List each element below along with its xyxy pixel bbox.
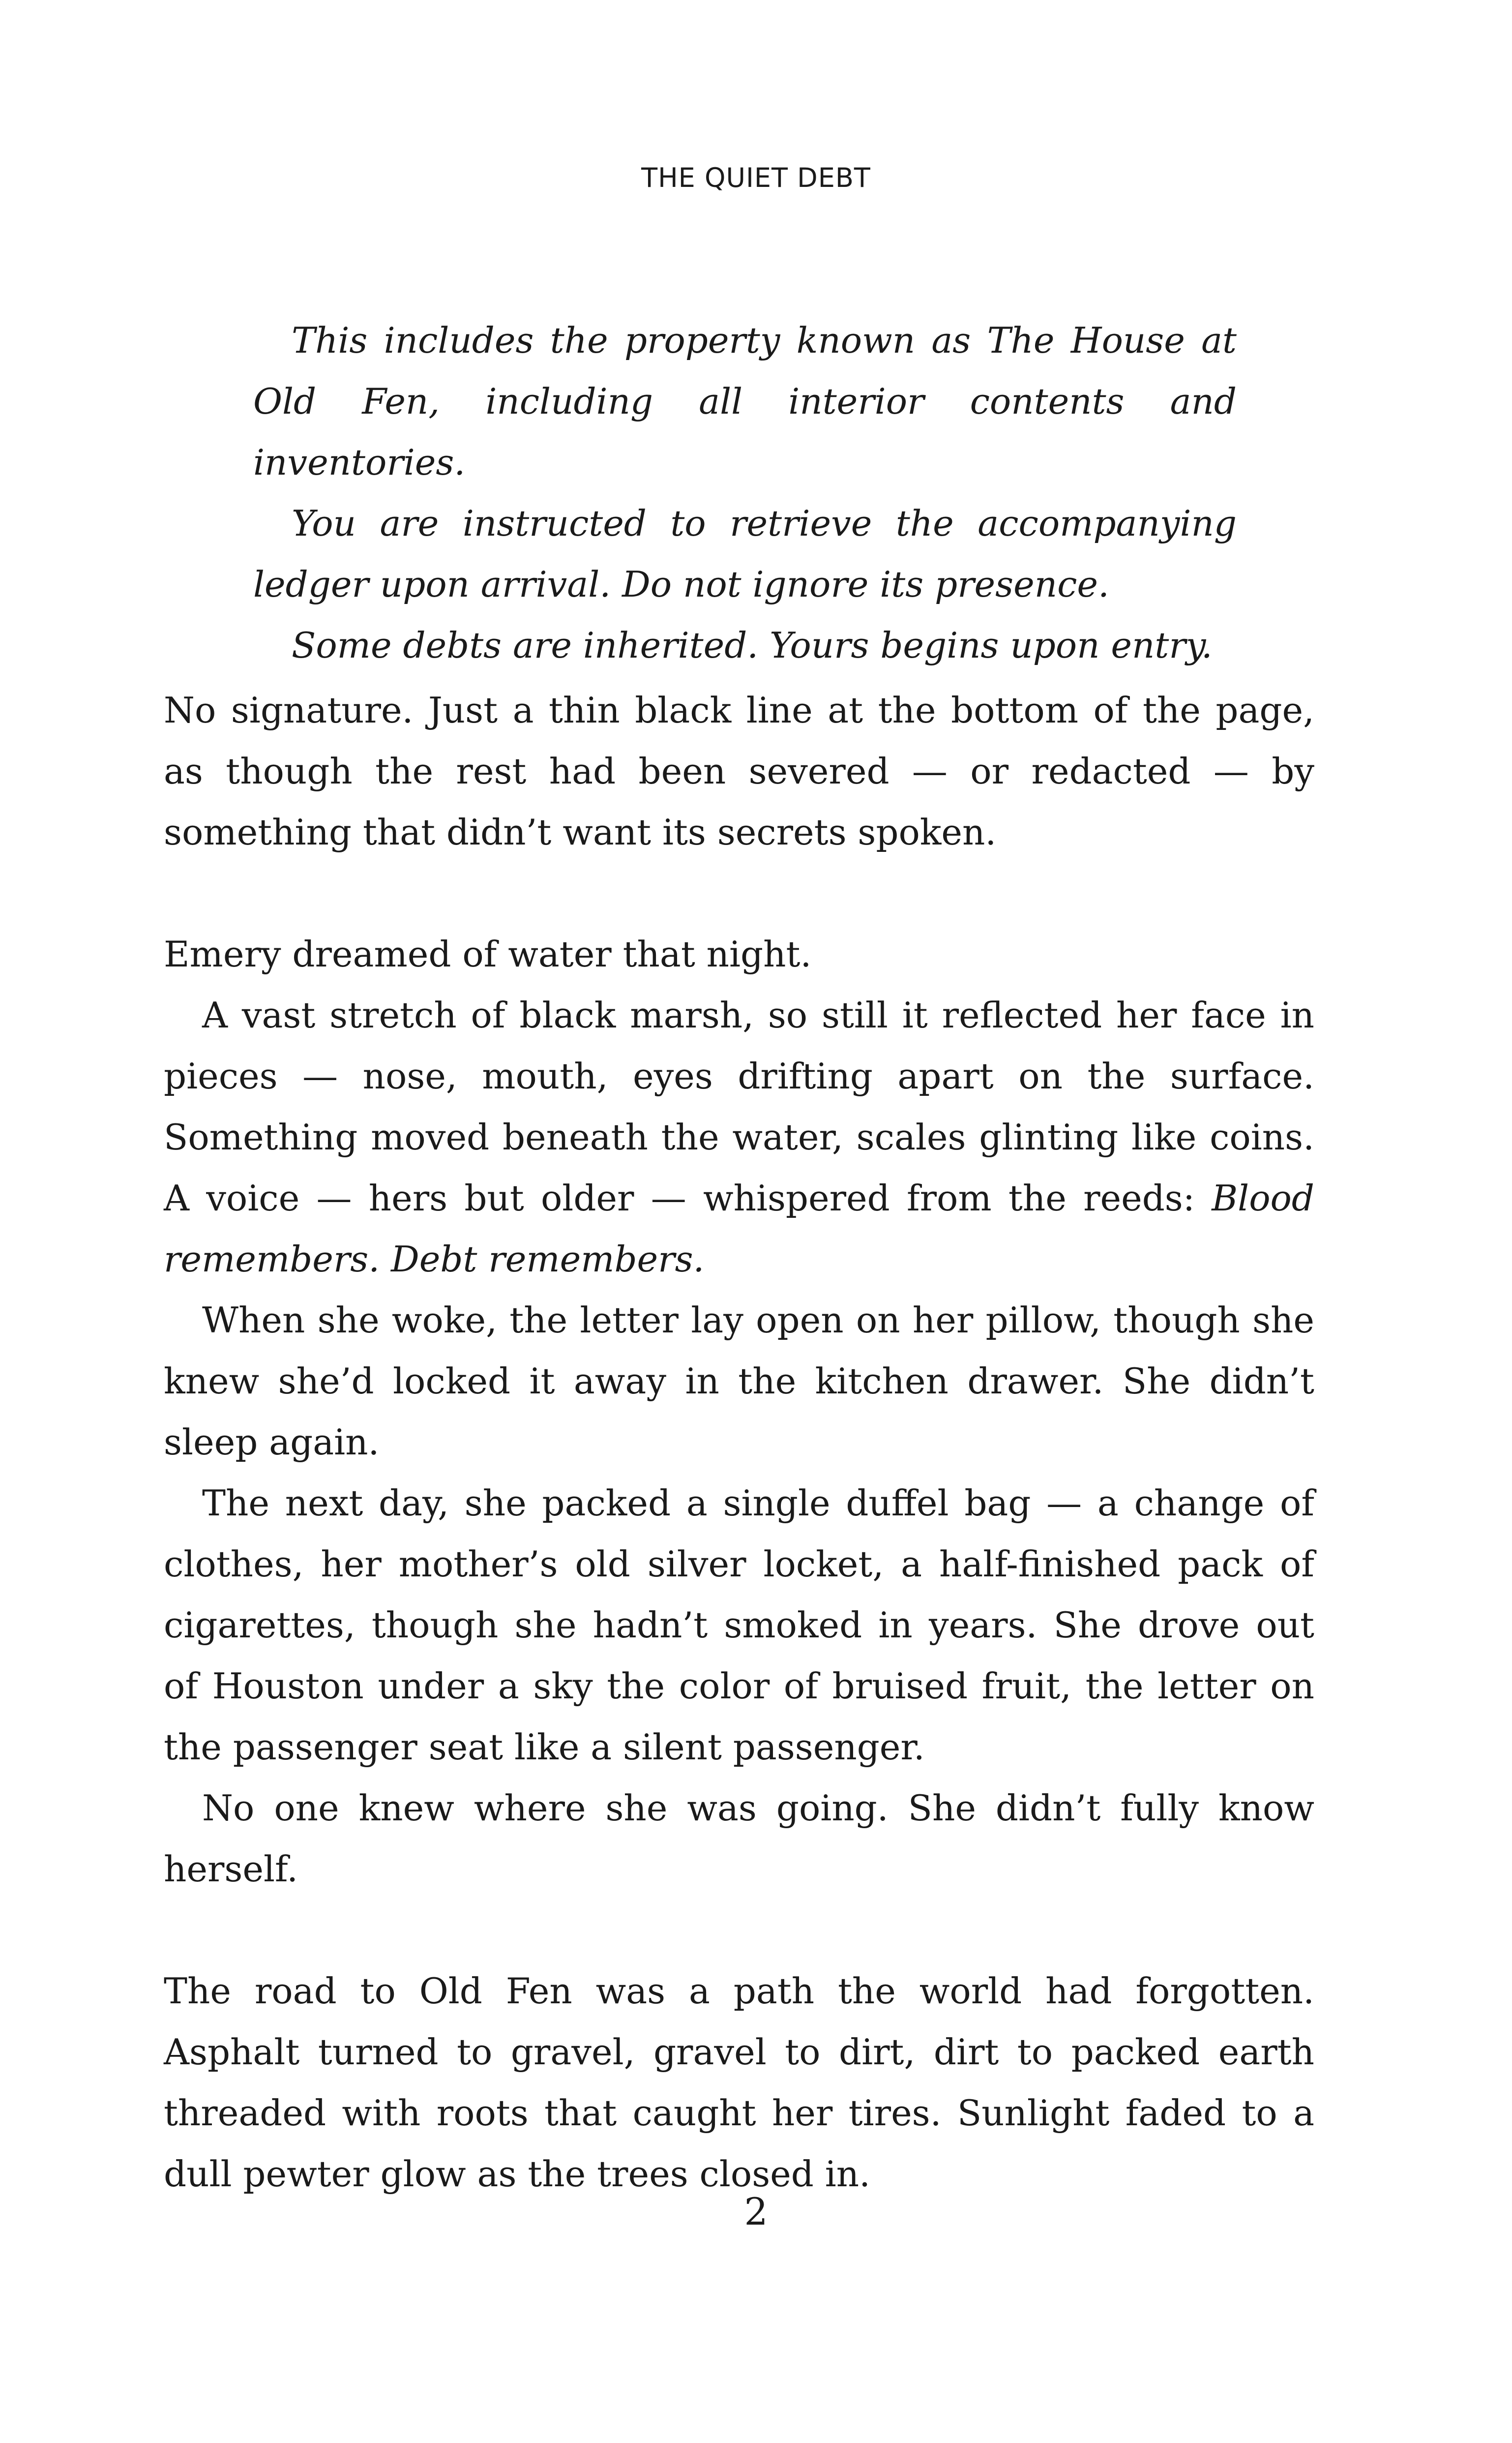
- paragraph-packing: The next day, she packed a single duffel bag — a change of clothes, her mother’s old silver locket, a half-finished pack of cigarettes, though she hadn’t smoked in years. She drove out of Houston under a sky the color of bruised fruit, the letter on the passenger seat like a silent passenger.: [164, 1482, 1314, 1768]
- paragraph-road: The road to Old Fen was a path the world had forgotten. Asphalt turned to gravel, gravel to dirt, dirt to packed earth threaded with roots that caught her tires. Sunlight faded to a dull pewter glow as the trees closed in.: [164, 1970, 1314, 2195]
- letter-paragraph: This includes the property known as The House at Old Fen, including all interior contents and inventories.: [253, 320, 1237, 483]
- paragraph-dream-opening: Emery dreamed of water that night.: [164, 934, 812, 975]
- paragraph-no-one-knew: No one knew where she was going. She didn’t fully know herself.: [164, 1787, 1314, 1890]
- letter-paragraph: Some debts are inherited. Yours begins upon entry.: [292, 625, 1213, 666]
- paragraph-marsh-text: A vast stretch of black marsh, so still it reflected her face in pieces — nose, mouth, eyes drifting apart on the surface. Something moved beneath the water, scales glinting like coins. A voice — hers but older — whispered from the reeds:: [164, 995, 1314, 1219]
- paragraph-marsh: [164, 985, 1314, 1290]
- running-head: THE QUIET DEBT: [641, 162, 871, 193]
- paragraph-no-signature: No signature. Just a thin black line at the bottom of the page, as though the rest had been severed — or redacted — by something that didn’t want its secrets spoken.: [164, 690, 1314, 853]
- letter-paragraph: You are instructed to retrieve the accompanying ledger upon arrival. Do not ignore its presence.: [253, 503, 1237, 605]
- paragraph-marsh-italic: Blood remembers. Debt remembers.: [164, 1177, 1314, 1280]
- page-number: 2: [744, 2190, 768, 2233]
- paragraph-waking: When she woke, the letter lay open on her pillow, though she knew she’d locked it away in the kitchen drawer. She didn’t sleep again.: [164, 1299, 1314, 1463]
- quoted-letter: [253, 310, 1237, 676]
- body-text: [164, 680, 1314, 2204]
